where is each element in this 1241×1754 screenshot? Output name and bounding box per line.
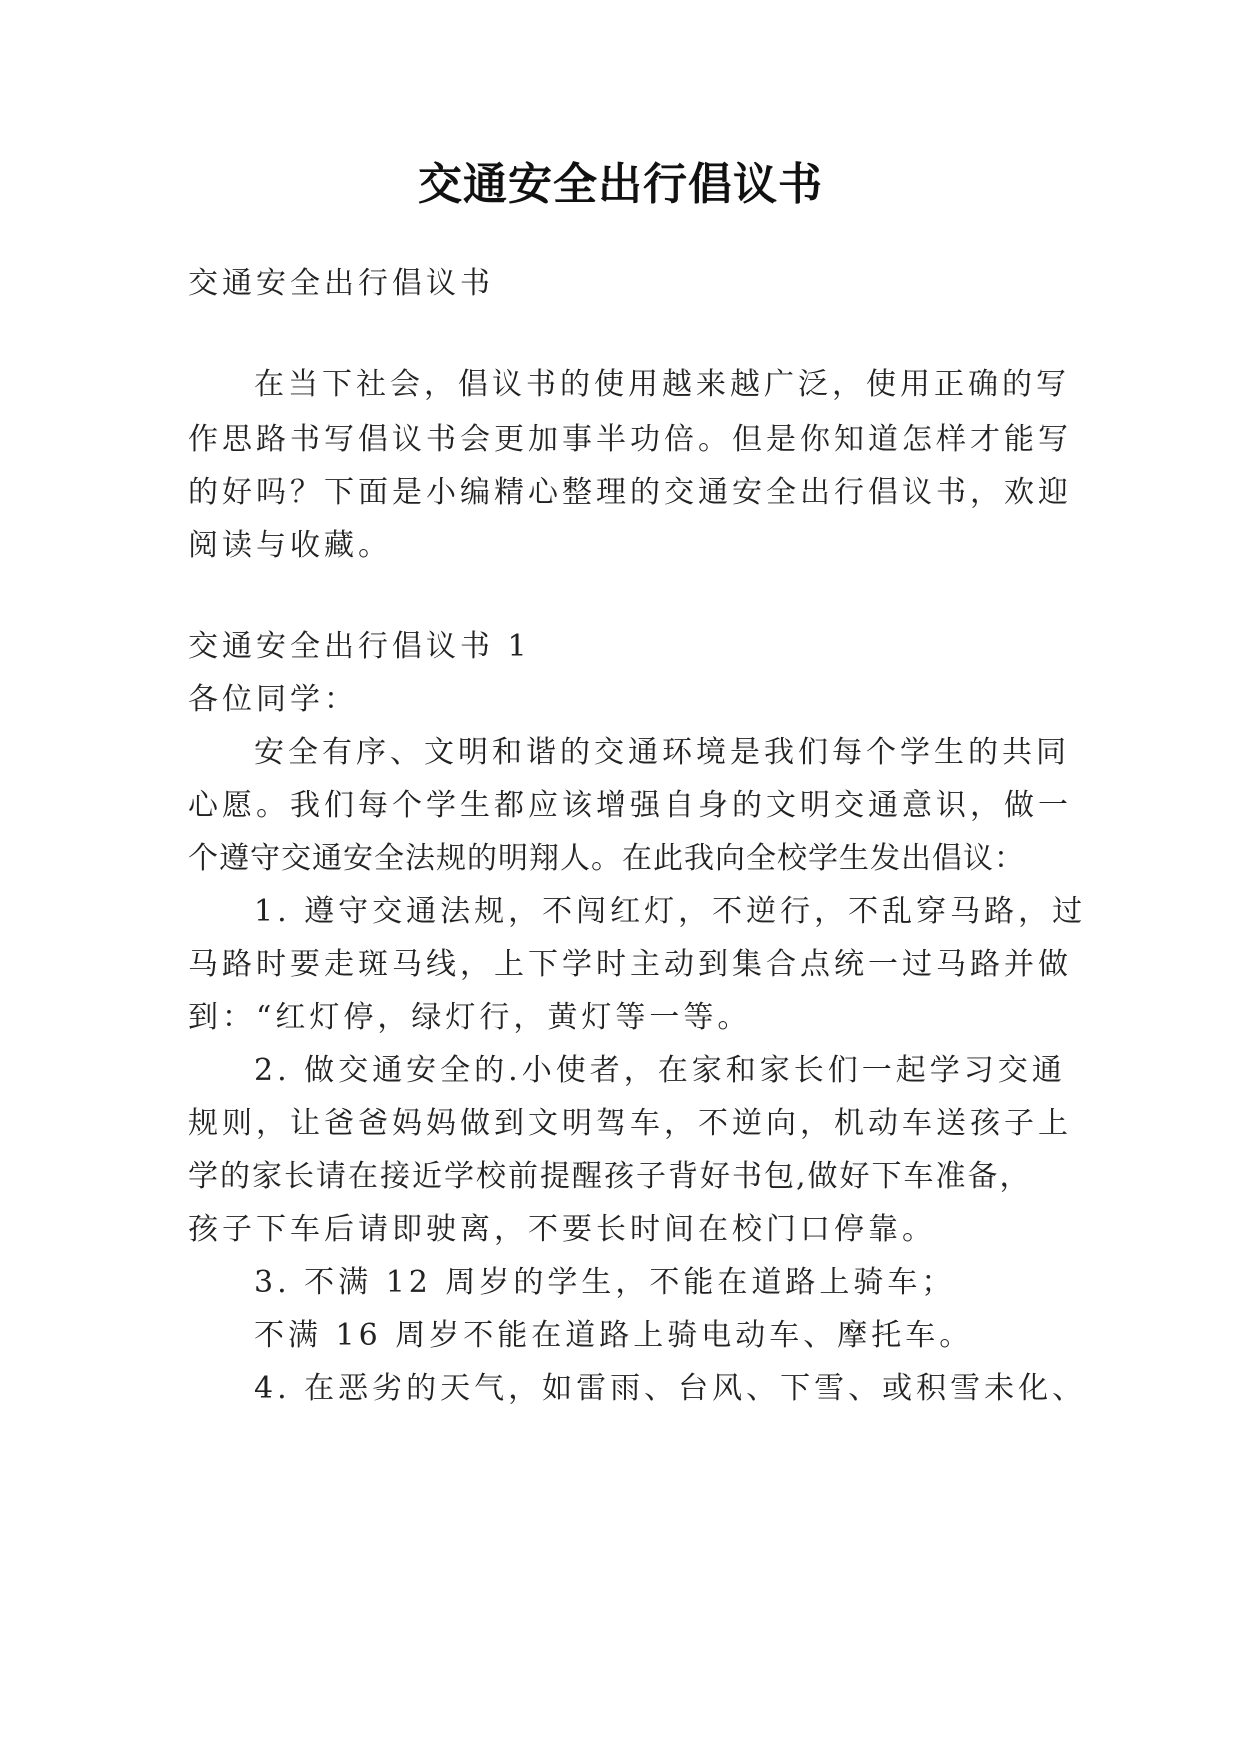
list-item-line: 不满 16 周岁不能在道路上骑电动车、摩托车。 (254, 1318, 974, 1353)
list-item-line: 1. 遵守交通法规，不闯红灯，不逆行，不乱穿马路，过 (254, 894, 1087, 929)
intro-line: 作思路书写倡议书会更加事半功倍。但是你知道怎样才能写 (188, 422, 1072, 457)
intro-line: 阅读与收藏。 (188, 528, 392, 563)
list-item-line: 4. 在恶劣的天气，如雷雨、台风、下雪、或积雪未化、 (254, 1371, 1087, 1406)
subtitle: 交通安全出行倡议书 (188, 266, 494, 301)
paragraph-line: 安全有序、文明和谐的交通环境是我们每个学生的共同 (254, 735, 1070, 770)
document-title: 交通安全出行倡议书 (418, 159, 823, 210)
intro-line: 的好吗？下面是小编精心整理的交通安全出行倡议书，欢迎 (188, 475, 1072, 510)
list-item-line: 孩子下车后请即驶离，不要长时间在校门口停靠。 (188, 1212, 936, 1247)
section-heading: 交通安全出行倡议书 1 (188, 629, 531, 664)
list-item-line: 规则，让爸爸妈妈做到文明驾车，不逆向，机动车送孩子上 (188, 1106, 1072, 1141)
list-item-line: 学的家长请在接近学校前提醒孩子背好书包,做好下车准备， (188, 1159, 1032, 1194)
salutation: 各位同学： (188, 682, 358, 717)
list-item-line: 2. 做交通安全的.小使者，在家和家长们一起学习交通 (254, 1053, 1066, 1088)
paragraph-line: 心愿。我们每个学生都应该增强自身的文明交通意识，做一 (188, 788, 1072, 823)
list-item-line: 到：“红灯停，绿灯行，黄灯等一等。 (188, 1000, 752, 1035)
paragraph-line: 个遵守交通安全法规的明翔人。在此我向全校学生发出倡议： (188, 841, 1025, 876)
intro-line: 在当下社会，倡议书的使用越来越广泛，使用正确的写 (254, 367, 1070, 402)
list-item-line: 3. 不满 12 周岁的学生，不能在道路上骑车； (254, 1265, 956, 1300)
list-item-line: 马路时要走斑马线，上下学时主动到集合点统一过马路并做 (188, 947, 1072, 982)
